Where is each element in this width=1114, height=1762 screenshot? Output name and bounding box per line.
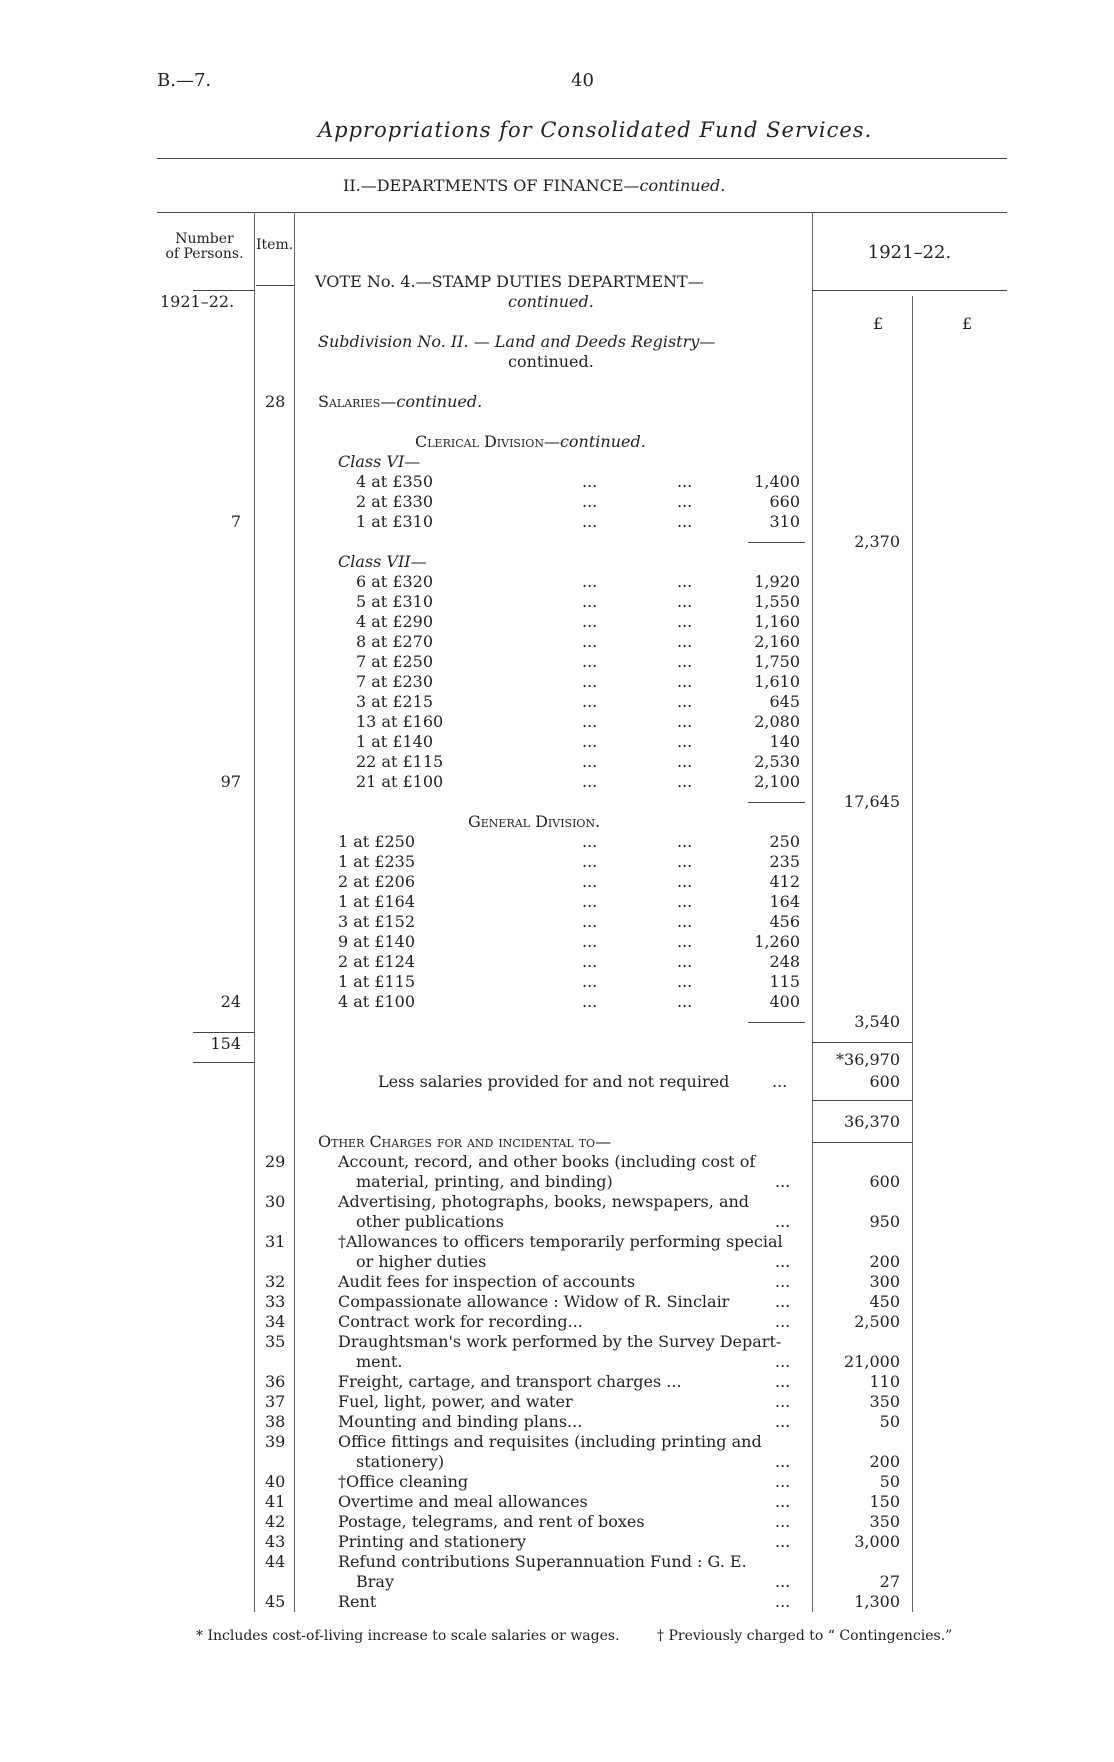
dot-leader: ... [582, 832, 598, 851]
dot-leader: ... [677, 952, 693, 971]
item-header-rule [256, 285, 294, 286]
salary-rate-desc: 2 at £330 [356, 492, 434, 511]
charge-description-line: Advertising, photographs, books, newspapers, and [338, 1192, 750, 1211]
general-heading: General Division. [468, 812, 601, 831]
persons-total-rule-top [193, 1032, 255, 1033]
dot-leader: ... [775, 1572, 791, 1591]
charge-amount: 350 [869, 1392, 900, 1411]
charge-amount: 50 [879, 1412, 900, 1431]
salary-rate-amount: 1,920 [754, 572, 800, 591]
charge-description-line: Office fittings and requisites (including printing and [338, 1432, 762, 1451]
salary-rate-amount: 1,400 [754, 472, 800, 491]
charge-item-number: 30 [265, 1192, 286, 1211]
salary-rate-desc: 4 at £100 [338, 992, 416, 1011]
salary-rate-desc: 1 at £310 [356, 512, 434, 531]
charge-description-line: Mounting and binding plans... [338, 1412, 583, 1431]
salary-rate-amount: 310 [769, 512, 800, 531]
footnote-asterisk: * Includes cost-of-living increase to scale salaries or wages. [196, 1628, 620, 1644]
table-top-rule [157, 212, 1007, 213]
pound-sign-col2: £ [962, 314, 973, 333]
class7-persons: 97 [220, 772, 241, 791]
charge-amount: 1,300 [854, 1592, 900, 1611]
subdivision-title: Subdivision No. II. — Land and Deeds Registry— [318, 332, 716, 351]
other-charges-heading: Other Charges for and incidental to— [318, 1132, 612, 1151]
salary-rate-amount: 2,080 [754, 712, 800, 731]
general-total: 3,540 [854, 1012, 900, 1031]
dot-leader: ... [582, 932, 598, 951]
gross-rule [812, 1042, 912, 1043]
dot-leader: ... [677, 732, 693, 751]
salary-rate-amount: 1,260 [754, 932, 800, 951]
dot-leader: ... [775, 1472, 791, 1491]
persons-total-rule-bottom [193, 1062, 255, 1063]
gross-total: *36,970 [836, 1050, 900, 1069]
charge-amount: 27 [879, 1572, 900, 1591]
charge-item-number: 32 [265, 1272, 286, 1291]
dot-leader: ... [677, 472, 693, 491]
salary-rate-amount: 164 [769, 892, 800, 911]
less-salaries-amount: 600 [869, 1072, 900, 1091]
col-divider-item [294, 212, 295, 1612]
dot-leader: ... [775, 1292, 791, 1311]
dot-leader: ... [775, 1452, 791, 1471]
charge-description-line: †Office cleaning [338, 1472, 469, 1491]
salary-rate-desc: 13 at £160 [356, 712, 444, 731]
dot-leader: ... [582, 512, 598, 531]
col-divider-persons [254, 212, 255, 1612]
dot-leader: ... [677, 852, 693, 871]
charge-item-number: 39 [265, 1432, 286, 1451]
general-subtotal-rule [748, 1022, 805, 1023]
salary-rate-amount: 250 [769, 832, 800, 851]
class6-total: 2,370 [854, 532, 900, 551]
salary-rate-amount: 400 [769, 992, 800, 1011]
salary-rate-amount: 1,160 [754, 612, 800, 631]
dot-leader: ... [677, 572, 693, 591]
section-subtitle: II.—DEPARTMENTS OF FINANCE—continued. [343, 176, 726, 195]
charge-item-number: 43 [265, 1532, 286, 1551]
col-header-item: Item. [256, 237, 294, 253]
charge-description-line: Printing and stationery [338, 1532, 527, 1551]
salary-rate-desc: 9 at £140 [338, 932, 416, 951]
charge-amount: 200 [869, 1252, 900, 1271]
general-persons: 24 [220, 992, 241, 1011]
dot-leader: ... [582, 472, 598, 491]
charge-amount: 21,000 [844, 1352, 900, 1371]
charge-item-number: 36 [265, 1372, 286, 1391]
charge-item-number: 38 [265, 1412, 286, 1431]
salary-rate-desc: 7 at £230 [356, 672, 434, 691]
salary-rate-desc: 1 at £140 [356, 732, 434, 751]
charge-description-line: Audit fees for inspection of accounts [338, 1272, 636, 1291]
less-salaries-label: Less salaries provided for and not required [378, 1072, 730, 1091]
salary-rate-desc: 1 at £115 [338, 972, 416, 991]
clerical-heading: Clerical Division—continued. [415, 432, 646, 451]
salaries-heading: Salaries—continued. [318, 392, 483, 411]
charge-description-line: Fuel, light, power, and water [338, 1392, 573, 1411]
salary-rate-desc: 5 at £310 [356, 592, 434, 611]
charge-description-line: other publications [356, 1212, 504, 1231]
dot-leader: ... [775, 1252, 791, 1271]
salary-rate-desc: 22 at £115 [356, 752, 444, 771]
salary-rate-amount: 1,610 [754, 672, 800, 691]
class6-label: Class VI— [338, 452, 421, 471]
dot-leader: ... [677, 712, 693, 731]
dot-leader: ... [775, 1592, 791, 1611]
dot-leader: ... [582, 892, 598, 911]
salary-rate-desc: 1 at £235 [338, 852, 416, 871]
salary-rate-amount: 1,750 [754, 652, 800, 671]
salary-rate-desc: 2 at £124 [338, 952, 416, 971]
dot-leader: ... [775, 1212, 791, 1231]
dot-leader: ... [677, 772, 693, 791]
salary-rate-desc: 1 at £250 [338, 832, 416, 851]
charge-item-number: 44 [265, 1552, 286, 1571]
salary-rate-desc: 4 at £350 [356, 472, 434, 491]
charge-description-line: material, printing, and binding) [356, 1172, 613, 1191]
vote-title-cont: continued. [508, 292, 594, 311]
charge-amount: 150 [869, 1492, 900, 1511]
dot-leader: ... [677, 652, 693, 671]
dot-leader: ... [582, 752, 598, 771]
dot-leader: ... [582, 612, 598, 631]
dot-leader: ... [775, 1352, 791, 1371]
charge-amount: 200 [869, 1452, 900, 1471]
charge-description-line: Freight, cartage, and transport charges ... [338, 1372, 682, 1391]
persons-header-rule [193, 290, 255, 291]
net-rule-bottom [812, 1142, 912, 1143]
less-salaries-leader: ... [772, 1072, 788, 1091]
charge-item-number: 42 [265, 1512, 286, 1531]
salary-rate-amount: 2,100 [754, 772, 800, 791]
charge-amount: 50 [879, 1472, 900, 1491]
salary-rate-desc: 7 at £250 [356, 652, 434, 671]
salary-rate-desc: 4 at £290 [356, 612, 434, 631]
dot-leader: ... [582, 992, 598, 1011]
salary-rate-amount: 248 [769, 952, 800, 971]
charge-description-line: Rent [338, 1592, 377, 1611]
dot-leader: ... [582, 712, 598, 731]
persons-year: 1921–22. [160, 292, 235, 311]
charge-amount: 3,000 [854, 1532, 900, 1551]
page-title: Appropriations for Consolidated Fund Services. [318, 118, 873, 142]
salary-rate-desc: 1 at £164 [338, 892, 416, 911]
dot-leader: ... [775, 1512, 791, 1531]
dot-leader: ... [775, 1312, 791, 1331]
dot-leader: ... [677, 892, 693, 911]
dot-leader: ... [582, 592, 598, 611]
charge-amount: 600 [869, 1172, 900, 1191]
dot-leader: ... [582, 632, 598, 651]
dot-leader: ... [582, 852, 598, 871]
salary-rate-amount: 2,530 [754, 752, 800, 771]
charge-item-number: 40 [265, 1472, 286, 1491]
dot-leader: ... [775, 1172, 791, 1191]
col-header-year: 1921–22. [867, 242, 952, 263]
charge-amount: 2,500 [854, 1312, 900, 1331]
charge-description-line: ment. [356, 1352, 403, 1371]
dot-leader: ... [582, 492, 598, 511]
dot-leader: ... [677, 992, 693, 1011]
class7-subtotal-rule [748, 802, 805, 803]
charge-description-line: Account, record, and other books (including cost of [338, 1152, 756, 1171]
salary-rate-amount: 235 [769, 852, 800, 871]
charge-description-line: Postage, telegrams, and rent of boxes [338, 1512, 645, 1531]
charge-description-line: Draughtsman's work performed by the Survey Depart- [338, 1332, 782, 1351]
charge-description-line: or higher duties [356, 1252, 487, 1271]
dot-leader: ... [582, 912, 598, 931]
charge-item-number: 29 [265, 1152, 286, 1171]
dot-leader: ... [582, 672, 598, 691]
salary-rate-desc: 6 at £320 [356, 572, 434, 591]
class6-persons: 7 [230, 512, 241, 531]
charge-amount: 110 [869, 1372, 900, 1391]
salary-rate-desc: 2 at £206 [338, 872, 416, 891]
charge-amount: 350 [869, 1512, 900, 1531]
dot-leader: ... [582, 572, 598, 591]
charge-description-line: Bray [356, 1572, 394, 1591]
salary-rate-amount: 660 [769, 492, 800, 511]
salary-rate-desc: 21 at £100 [356, 772, 444, 791]
col-divider-year [912, 296, 913, 1612]
persons-total: 154 [210, 1034, 241, 1053]
charge-description-line: Compassionate allowance : Widow of R. Sinclair [338, 1292, 730, 1311]
charge-item-number: 34 [265, 1312, 286, 1331]
dot-leader: ... [582, 692, 598, 711]
charge-amount: 450 [869, 1292, 900, 1311]
salary-rate-desc: 3 at £152 [338, 912, 416, 931]
dot-leader: ... [677, 932, 693, 951]
charge-item-number: 37 [265, 1392, 286, 1411]
charge-item-number: 35 [265, 1332, 286, 1351]
footnote-dagger: † Previously charged to “ Contingencies.” [657, 1628, 953, 1644]
charge-description-line: Overtime and meal allowances [338, 1492, 588, 1511]
dot-leader: ... [775, 1392, 791, 1411]
dot-leader: ... [677, 972, 693, 991]
salary-rate-amount: 115 [769, 972, 800, 991]
pound-sign-col1: £ [873, 314, 884, 333]
charge-item-number: 31 [265, 1232, 286, 1251]
salary-rate-desc: 3 at £215 [356, 692, 434, 711]
salary-rate-amount: 645 [769, 692, 800, 711]
dot-leader: ... [582, 772, 598, 791]
dot-leader: ... [677, 492, 693, 511]
dot-leader: ... [775, 1412, 791, 1431]
class6-subtotal-rule [748, 542, 805, 543]
col-header-persons: Number of Persons. [165, 231, 244, 262]
salary-rate-amount: 1,550 [754, 592, 800, 611]
charge-item-number: 33 [265, 1292, 286, 1311]
dot-leader: ... [582, 652, 598, 671]
dot-leader: ... [775, 1272, 791, 1291]
dot-leader: ... [677, 512, 693, 531]
salary-rate-amount: 2,160 [754, 632, 800, 651]
net-total: 36,370 [844, 1112, 900, 1131]
dot-leader: ... [775, 1532, 791, 1551]
year-header-rule [812, 290, 1007, 291]
subdivision-cont: continued. [508, 352, 594, 371]
charge-description-line: stationery) [356, 1452, 445, 1471]
dot-leader: ... [677, 672, 693, 691]
charge-description-line: Refund contributions Superannuation Fund : G. E. [338, 1552, 747, 1571]
dot-leader: ... [677, 832, 693, 851]
charge-item-number: 45 [265, 1592, 286, 1611]
salary-rate-amount: 140 [769, 732, 800, 751]
dot-leader: ... [677, 872, 693, 891]
charge-description-line: †Allowances to officers temporarily performing special [338, 1232, 783, 1251]
dot-leader: ... [677, 912, 693, 931]
charge-description-line: Contract work for recording... [338, 1312, 583, 1331]
class7-label: Class VII— [338, 552, 427, 571]
dot-leader: ... [677, 632, 693, 651]
dot-leader: ... [582, 972, 598, 991]
charge-item-number: 41 [265, 1492, 286, 1511]
dot-leader: ... [677, 752, 693, 771]
vote-title: VOTE No. 4.—STAMP DUTIES DEPARTMENT— [315, 272, 704, 291]
salary-rate-amount: 412 [769, 872, 800, 891]
charge-amount: 300 [869, 1272, 900, 1291]
dot-leader: ... [677, 692, 693, 711]
salary-rate-desc: 8 at £270 [356, 632, 434, 651]
dot-leader: ... [775, 1492, 791, 1511]
dot-leader: ... [582, 732, 598, 751]
charge-amount: 950 [869, 1212, 900, 1231]
dot-leader: ... [775, 1372, 791, 1391]
header-rule [157, 158, 1007, 159]
salary-rate-amount: 456 [769, 912, 800, 931]
dot-leader: ... [677, 592, 693, 611]
page-number: 40 [571, 70, 594, 91]
class7-total: 17,645 [844, 792, 900, 811]
salaries-item-number: 28 [265, 392, 286, 411]
dot-leader: ... [677, 612, 693, 631]
document-reference: B.—7. [157, 70, 212, 91]
net-rule-top [812, 1100, 912, 1101]
dot-leader: ... [582, 872, 598, 891]
dot-leader: ... [582, 952, 598, 971]
